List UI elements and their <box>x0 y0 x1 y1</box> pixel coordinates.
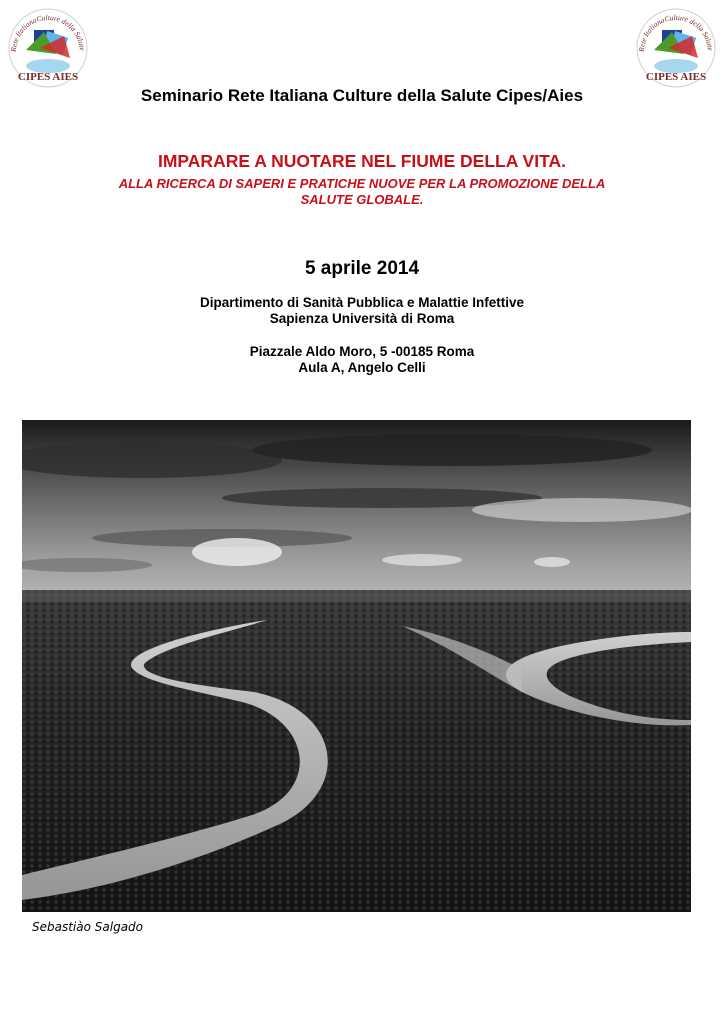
river-photograph <box>22 420 691 912</box>
event-title: IMPARARE A NUOTARE NEL FIUME DELLA VITA. <box>157 151 566 171</box>
svg-text:CIPES AIES: CIPES AIES <box>17 71 79 83</box>
svg-text:Rete ItalianaCulture della Sal: Rete ItalianaCulture della Salute <box>636 12 716 53</box>
event-subtitle-line2: SALUTE GLOBALE. <box>300 192 424 207</box>
event-subtitle-line1: ALLA RICERCA DI SAPERI E PRATICHE NUOVE PER LA PROMOZIONE DELLA <box>118 176 606 191</box>
svg-text:CIPES AIES: CIPES AIES <box>645 71 707 83</box>
venue-institution <box>0 295 724 327</box>
venue-location <box>0 344 724 376</box>
photo-credit: Sebastiào Salgado <box>32 920 144 934</box>
event-date: 5 aprile 2014 <box>304 258 420 279</box>
venue-university: Sapienza Università di Roma <box>269 311 455 326</box>
event-subtitle <box>0 176 724 208</box>
venue-address: Piazzale Aldo Moro, 5 -00185 Roma <box>249 344 475 359</box>
cipes-aies-logo-graphic <box>632 2 720 88</box>
cipes-aies-logo-left <box>4 2 92 88</box>
cipes-aies-logo-graphic <box>4 2 92 88</box>
seminar-heading: Seminario Rete Italiana Culture della Salute Cipes/Aies <box>140 86 584 105</box>
venue-room: Aula A, Angelo Celli <box>298 360 426 375</box>
venue-department: Dipartimento di Sanità Pubblica e Malattie Infettive <box>199 295 525 310</box>
cipes-aies-logo-right <box>632 2 720 88</box>
svg-text:Rete ItalianaCulture della Sal: Rete ItalianaCulture della Salute <box>8 12 88 53</box>
